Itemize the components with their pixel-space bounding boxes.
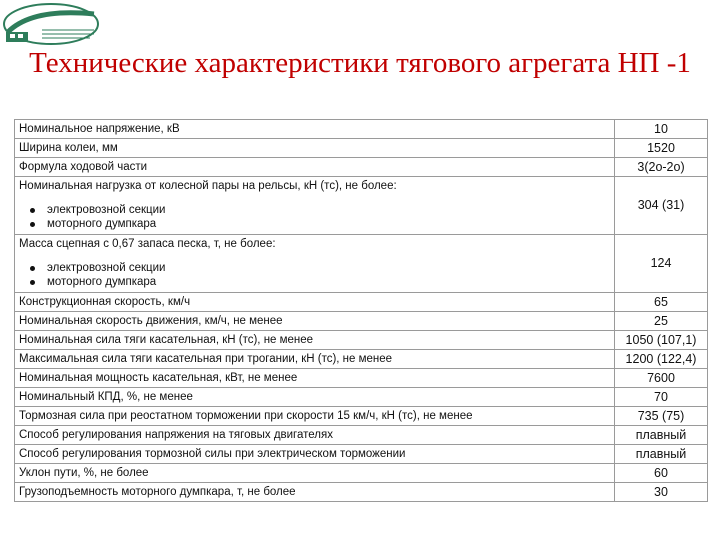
value-cell: 1200 (122,4)	[615, 350, 708, 369]
parameter-cell	[15, 483, 615, 502]
parameter-cell	[15, 445, 615, 464]
value-cell: 70	[615, 388, 708, 407]
parameter-label: Максимальная сила тяги касательная при трогании, кН (тс), не менее	[19, 352, 393, 365]
value-cell: 1520	[615, 139, 708, 158]
table-row	[15, 312, 708, 331]
table-row	[15, 120, 708, 139]
value-cell: 30	[615, 483, 708, 502]
parameter-label: Номинальная сила тяги касательная, кН (тс), не менее	[19, 333, 314, 346]
specs-table-body	[15, 120, 708, 502]
table-row	[15, 483, 708, 502]
parameter-label: Масса сцепная с 0,67 запаса песка, т, не более:	[19, 238, 276, 250]
table-row	[15, 426, 708, 445]
value-cell: 124	[615, 235, 708, 293]
sub-item-list	[19, 261, 610, 289]
parameter-cell	[15, 331, 615, 350]
parameter-cell	[15, 120, 615, 139]
table-row	[15, 445, 708, 464]
parameter-cell	[15, 464, 615, 483]
table-row	[15, 369, 708, 388]
value-cell: 7600	[615, 369, 708, 388]
value-cell: 3(2о-2о)	[615, 158, 708, 177]
parameter-label: Номинальная мощность касательная, кВт, не менее	[19, 371, 298, 384]
value-cell: плавный	[615, 426, 708, 445]
parameter-label: Номинальная скорость движения, км/ч, не менее	[19, 314, 283, 327]
table-row	[15, 464, 708, 483]
table-row	[15, 350, 708, 369]
parameter-cell	[15, 177, 615, 235]
table-row	[15, 158, 708, 177]
parameter-cell	[15, 293, 615, 312]
parameter-cell	[15, 158, 615, 177]
list-item: моторного думпкара	[47, 217, 610, 231]
parameter-cell	[15, 350, 615, 369]
university-logo	[2, 2, 100, 46]
parameter-label: Грузоподъемность моторного думпкара, т, не более	[19, 485, 296, 498]
page-title: Технические характеристики тягового агрегата НП -1	[29, 47, 691, 79]
value-cell: 60	[615, 464, 708, 483]
parameter-label: Формула ходовой части	[19, 160, 148, 173]
list-item: электровозной секции	[47, 261, 610, 275]
specs-table	[14, 119, 708, 502]
parameter-cell	[15, 426, 615, 445]
parameter-label: Конструкционная скорость, км/ч	[19, 295, 191, 308]
parameter-label: Ширина колеи, мм	[19, 141, 118, 154]
parameter-label: Уклон пути, %, не более	[19, 466, 149, 479]
table-row	[15, 139, 708, 158]
table-row	[15, 388, 708, 407]
value-cell: 25	[615, 312, 708, 331]
specs-table-container	[14, 119, 707, 502]
parameter-cell	[15, 235, 615, 293]
parameter-label: Номинальный КПД, %, не менее	[19, 390, 193, 403]
parameter-cell	[15, 407, 615, 426]
parameter-label: Номинальная нагрузка от колесной пары на рельсы, кН (тс), не более:	[19, 180, 397, 192]
table-row	[15, 407, 708, 426]
table-row	[15, 293, 708, 312]
value-cell: плавный	[615, 445, 708, 464]
parameter-cell	[15, 369, 615, 388]
table-row	[15, 177, 708, 235]
parameter-label: Способ регулирования тормозной силы при электрическом торможении	[19, 447, 406, 460]
parameter-label: Номинальное напряжение, кВ	[19, 122, 180, 135]
table-row	[15, 235, 708, 293]
parameter-cell	[15, 388, 615, 407]
parameter-cell	[15, 312, 615, 331]
sub-item-list	[19, 203, 610, 231]
value-cell: 735 (75)	[615, 407, 708, 426]
list-item: электровозной секции	[47, 203, 610, 217]
list-item: моторного думпкара	[47, 275, 610, 289]
value-cell: 1050 (107,1)	[615, 331, 708, 350]
parameter-label: Способ регулирования напряжения на тяговых двигателях	[19, 428, 333, 441]
value-cell: 10	[615, 120, 708, 139]
value-cell: 65	[615, 293, 708, 312]
table-row	[15, 331, 708, 350]
value-cell: 304 (31)	[615, 177, 708, 235]
parameter-label: Тормозная сила при реостатном торможении при скорости 15 км/ч, кН (тс), не менее	[19, 409, 473, 422]
parameter-cell	[15, 139, 615, 158]
